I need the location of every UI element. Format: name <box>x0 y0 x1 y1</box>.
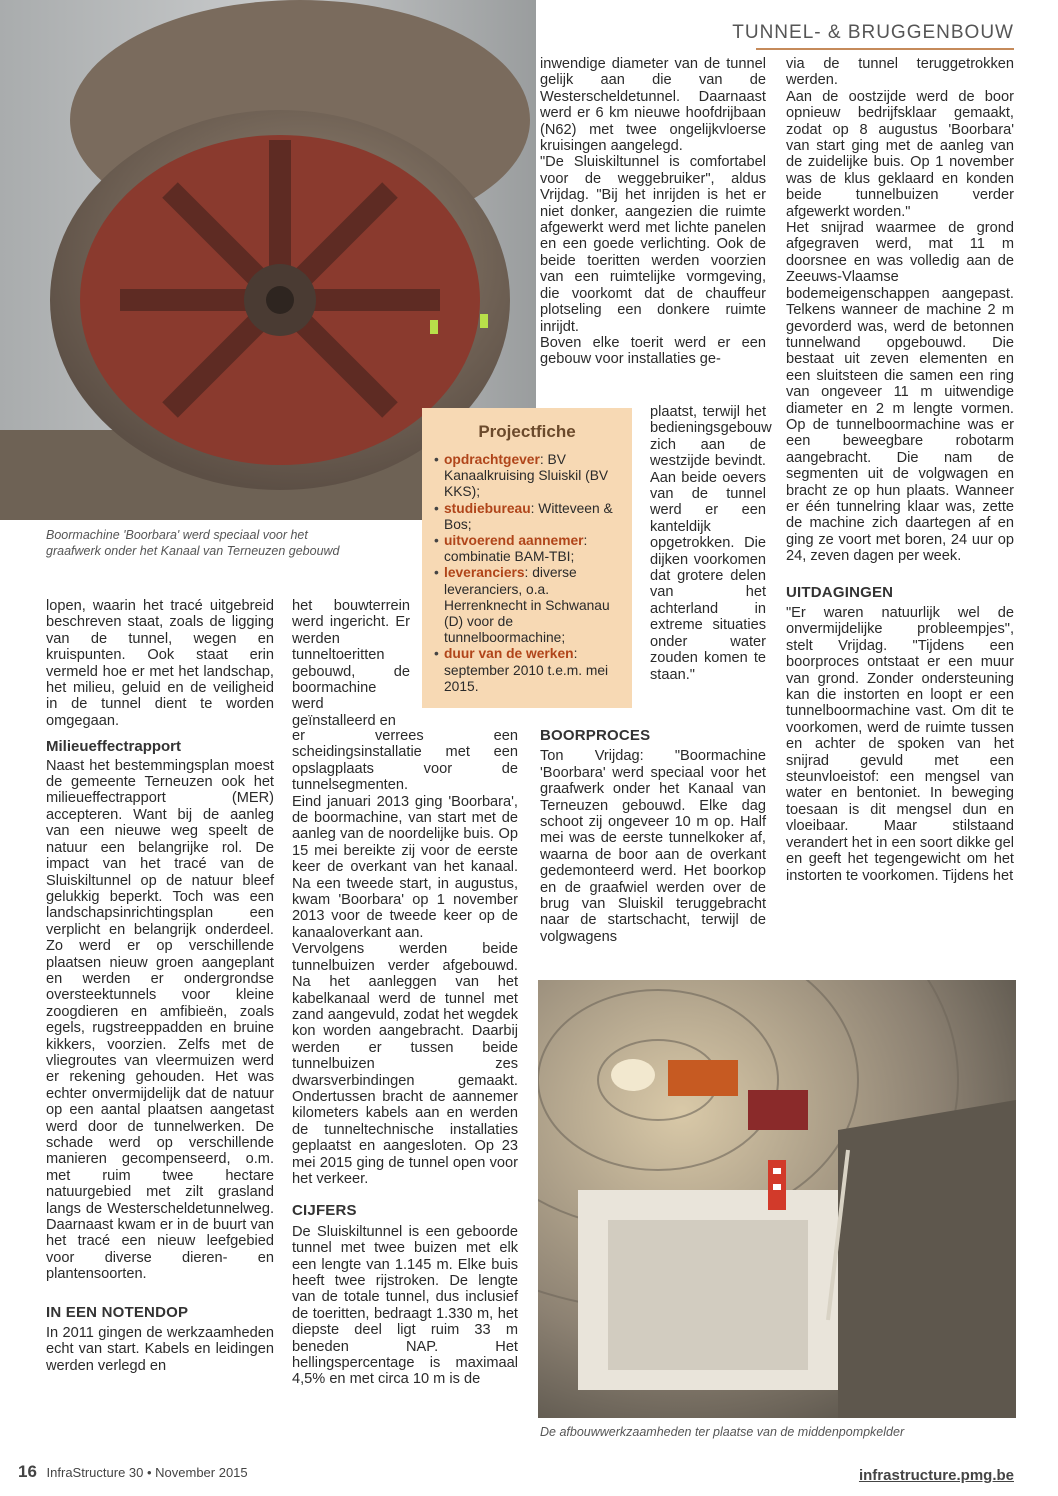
col2-paragraph-1a: het bouwterrein werd ingericht. Er werden tunneltoeritten gebouwd, de boormachine werd geïnstalleerd en <box>292 598 410 729</box>
col1-paragraph-1: lopen, waarin het tracé uitgebreid beschreven staat, zoals de ligging van de tunnel, wegen en kruispunten. Ook staat erin vermeld hoe er met het landschap, het milieu, geluid en de veiligheid in de tunnel dient te worden omgegaan. <box>46 598 274 729</box>
col4-paragraph-3: Het snijrad waarmee de grond afgegraven werd, mat 11 m doorsnee en was volledig aan de Zeeuws-Vlaamse bodemeigenschappen aangepast. Telkens wanneer de machine 2 m gevorderd was, werd de betonnen tunnelwand opgebouwd. Die bestaat uit zeven elementen en een sluitsteen die samen een ring van ongeveer 11 m uitwendige diameter en 2 m lengte vormen. Op de tunnelboormachine was er een beweegbare robotarm aangebracht. Die nam de segmenten uit de volgwagen en bracht ze op hun plaats. Wanneer er één tunnelring klaar was, zette de machine zich daartegen af en ging ze voort met boren, 24 uur op 24, zeven dagen per week. <box>786 220 1014 565</box>
projectfiche-value: : september 2010 t.e.m. mei 2015. <box>444 646 609 694</box>
tunnel-interior-illustration <box>538 980 1016 1418</box>
tunnel-interior-photo <box>538 980 1016 1418</box>
projectfiche-value: : Witteveen & Bos; <box>444 500 613 532</box>
projectfiche-item <box>434 501 622 533</box>
col3-paragraph-2: "De Sluiskiltunnel is comfortabel voor de weggebruiker", aldus Vrijdag. "Bij het inrijden is het er niet donker, aangezien die ruimte afgewerkt werd met lichte panelen en een goede verlichting. Ook de beide toeritten werden voorzien van een ruimtelijke vormgeving, die voorkomt dat de chauffeur plotseling een donkere ruimte inrijdt. <box>540 154 766 335</box>
col3-paragraph-3b: plaatst, terwijl het bedieningsgebouw zich aan de westzijde bevindt. Aan beide oevers van de tunnel werd er een kanteldijk opgetrokken. Die dijken voorkomen dat grotere delen van het achterland in extreme situaties onder water zouden komen te staan." <box>650 404 772 683</box>
projectfiche-title: Projectfiche <box>478 422 576 441</box>
milieu-heading: Milieueffectrapport <box>46 738 182 756</box>
projectfiche-value: : combinatie BAM-TBI; <box>444 533 588 565</box>
column-3-lower <box>540 718 766 945</box>
projectfiche-item <box>434 646 622 695</box>
col4-paragraph-2: Aan de oostzijde werd de boor opnieuw bedrijfsklaar gemaakt, zodat op 8 augustus 'Boorbara' van start ging met de aanleg van de zuidelijke buis. Op 1 november was de klus geklaard en konden beide tunnelbuizen verder afgewerkt worden." <box>786 88 1014 220</box>
column-1 <box>46 598 274 1374</box>
notendop-heading: IN EEN NOTENDOP <box>46 1303 189 1321</box>
col3-paragraph-4: Ton Vrijdag: "Boormachine 'Boorbara' werd speciaal voor het graafwerk onder het Kanaal van Terneuzen gebouwd. Elke dag schoot zij ongeveer 10 m op. Half mei was de eerste tunnelkoker af, waarna de boor aan de overkant gedemonteerd werd. Het boorkop en de graafwiel werden over de brug van Sluiskil teruggebracht naar de startschacht, terwijl de volgwagens <box>540 748 766 945</box>
bottom-image-caption: De afbouwwerkzaamheden ter plaatse van de middenpompkelder <box>540 1425 905 1439</box>
cijfers-heading: CIJFERS <box>292 1202 357 1220</box>
col3-paragraph-1: inwendige diameter van de tunnel gelijk aan die van de Westerscheldetunnel. Daarnaast werd er 6 km nieuwe hoofdrijbaan (N62) met twee ongelijkvloerse kruisingen aangelegd. <box>540 56 766 155</box>
projectfiche-key: leveranciers <box>444 565 525 581</box>
projectfiche-item <box>434 452 622 501</box>
col4-paragraph-4: "Er waren natuurlijk wel de onvermijdelijke probleempjes", stelt Vrijdag. "Tijdens een boorproces ontstaat er een muur van grond. Zonder ondersteuning kan die instorten en loopt er een tunnelboormachine vast. Om dit te voorkomen, werd de ruimte tussen en achter de spoken van het snijrad gevuld met een steunvloeistof: een mengsel van water en bentoniet. In beweging toesaan is dit mengsel dun en vloeibaar. Maar stilstaand verandert het in een soort dikke gel en geeft het tegengewicht om het instorten te voorkomen. Tijdens het <box>786 605 1014 884</box>
column-2-upper <box>292 598 410 729</box>
projectfiche-key: opdrachtgever <box>444 452 540 467</box>
col2-paragraph-4: De Sluiskiltunnel is een geboorde tunnel met twee buizen met elk een lengte van 1.145 m. Elke buis heeft twee rijstroken. De lengte van de totale tunnel, dus inclusief de toeritten, bedraagt 1.330 m, het diepste deel ligt ruim 33 m beneden NAP. Het hellingspercentage is maximaal 4,5% en met circa 10 m is de <box>292 1223 518 1388</box>
magazine-issue: InfraStructure 30 • November 2015 <box>46 1465 248 1480</box>
section-rule <box>756 48 1014 50</box>
footer-magazine <box>18 1462 248 1482</box>
column-3-narrow <box>650 404 772 683</box>
section-title: TUNNEL- & BRUGGENBOUW <box>732 22 1014 43</box>
projectfiche-item <box>434 565 622 646</box>
col2-paragraph-2: Eind januari 2013 ging 'Boorbara', de boormachine, van start met de aanleg van de noordelijke buis. Op 15 mei bereikte zij voor de eerste keer de overkant van het kanaal. Na een tweede start, in augustus, kwam 'Boorbara' op 1 november 2013 voor de tweede keer op de kanaaloverkant aan. <box>292 793 518 941</box>
col1-paragraph-3: In 2011 gingen de werkzaamheden echt van start. Kabels en leidingen werden verlegd en <box>46 1325 274 1374</box>
boorproces-heading: BOORPROCES <box>540 727 651 744</box>
projectfiche-key: uitvoerend aannemer <box>444 533 584 549</box>
col3-paragraph-3a: Boven elke toerit werd er een gebouw voor installaties ge- <box>540 334 766 368</box>
col2-paragraph-1b: er verrees een scheidingsinstallatie met een opslagplaats voor de tunnelsegmenten. <box>292 728 518 794</box>
projectfiche-value: : diverse leveranciers, o.a. Herrenknecht in Schwanau (D) voor de tunnelboormachine; <box>444 565 610 646</box>
col4-paragraph-1: via de tunnel teruggetrokken werden. <box>786 56 1014 89</box>
projectfiche-key: duur van de werken <box>444 646 574 662</box>
col2-paragraph-3: Vervolgens werden beide tunnelbuizen verder afgebouwd. Na het aanleggen van het kabelkanaal werd de tunnel met zand aangevuld, zodat het wegdek kon worden aangebracht. Daarbij werden er tussen beide tunnelbuizen zes dwarsverbindingen gemaakt. Ondertussen bracht de aannemer kilometers kabels aan en werden de tunneltechnische installaties geplaatst en aangesloten. Op 23 mei 2015 ging de tunnel open voor het verkeer. <box>292 941 518 1187</box>
projectfiche-box <box>422 408 632 708</box>
column-2 <box>292 728 518 1388</box>
footer-url-link[interactable]: infrastructure.pmg.be <box>858 1467 1014 1484</box>
page-number: 16 <box>18 1462 37 1481</box>
column-3-upper <box>540 56 766 368</box>
projectfiche-value: : BV Kanaalkruising Sluiskil (BV KKS); <box>444 452 609 500</box>
column-4 <box>786 56 1014 884</box>
projectfiche-item <box>434 533 622 565</box>
top-image-caption: Boormachine 'Boorbara' werd speciaal voor het graafwerk onder het Kanaal van Terneuzen gebouwd <box>46 528 340 558</box>
col1-paragraph-2: Naast het bestemmingsplan moest de gemeente Terneuzen ook het milieueffectrapport (MER) accepteren. Want bij de aanleg van een nieuwe weg speelt de natuur een belangrijke rol. De impact van het tracé van de Sluiskiltunnel op de natuur bleef gelukkig beperkt. Toch was een landschapsinrichtingsplan een verplicht en belangrijk onderdeel. Zo werd er op verschillende plaatsen nieuw groen aangeplant en werden er ondergrondse oversteektunnels voor kleine zoogdieren en amfibieën, zoals egels, rugstreeppadden en bruine kikkers, voorzien. Zelfs met de vliegroutes van vleermuizen werd er rekening gehouden. Het was echter onvermijdelijk dat de natuur op een aantal plaatsen aangetast werd door de tunnelwerken. De schade werd op verschillende manieren gecompenseerd, o.m. met ruim twee hectare natuurgebied met zilt grasland langs de Westerscheldetunnelweg. Daarnaast kwam er in de buurt van het tracé een nieuw leefgebied voor diverse dieren- en plantensoorten. <box>46 757 274 1283</box>
projectfiche-key: studiebureau <box>444 500 531 516</box>
uitdagingen-heading: UITDAGINGEN <box>786 583 894 601</box>
projectfiche-list <box>422 452 632 695</box>
